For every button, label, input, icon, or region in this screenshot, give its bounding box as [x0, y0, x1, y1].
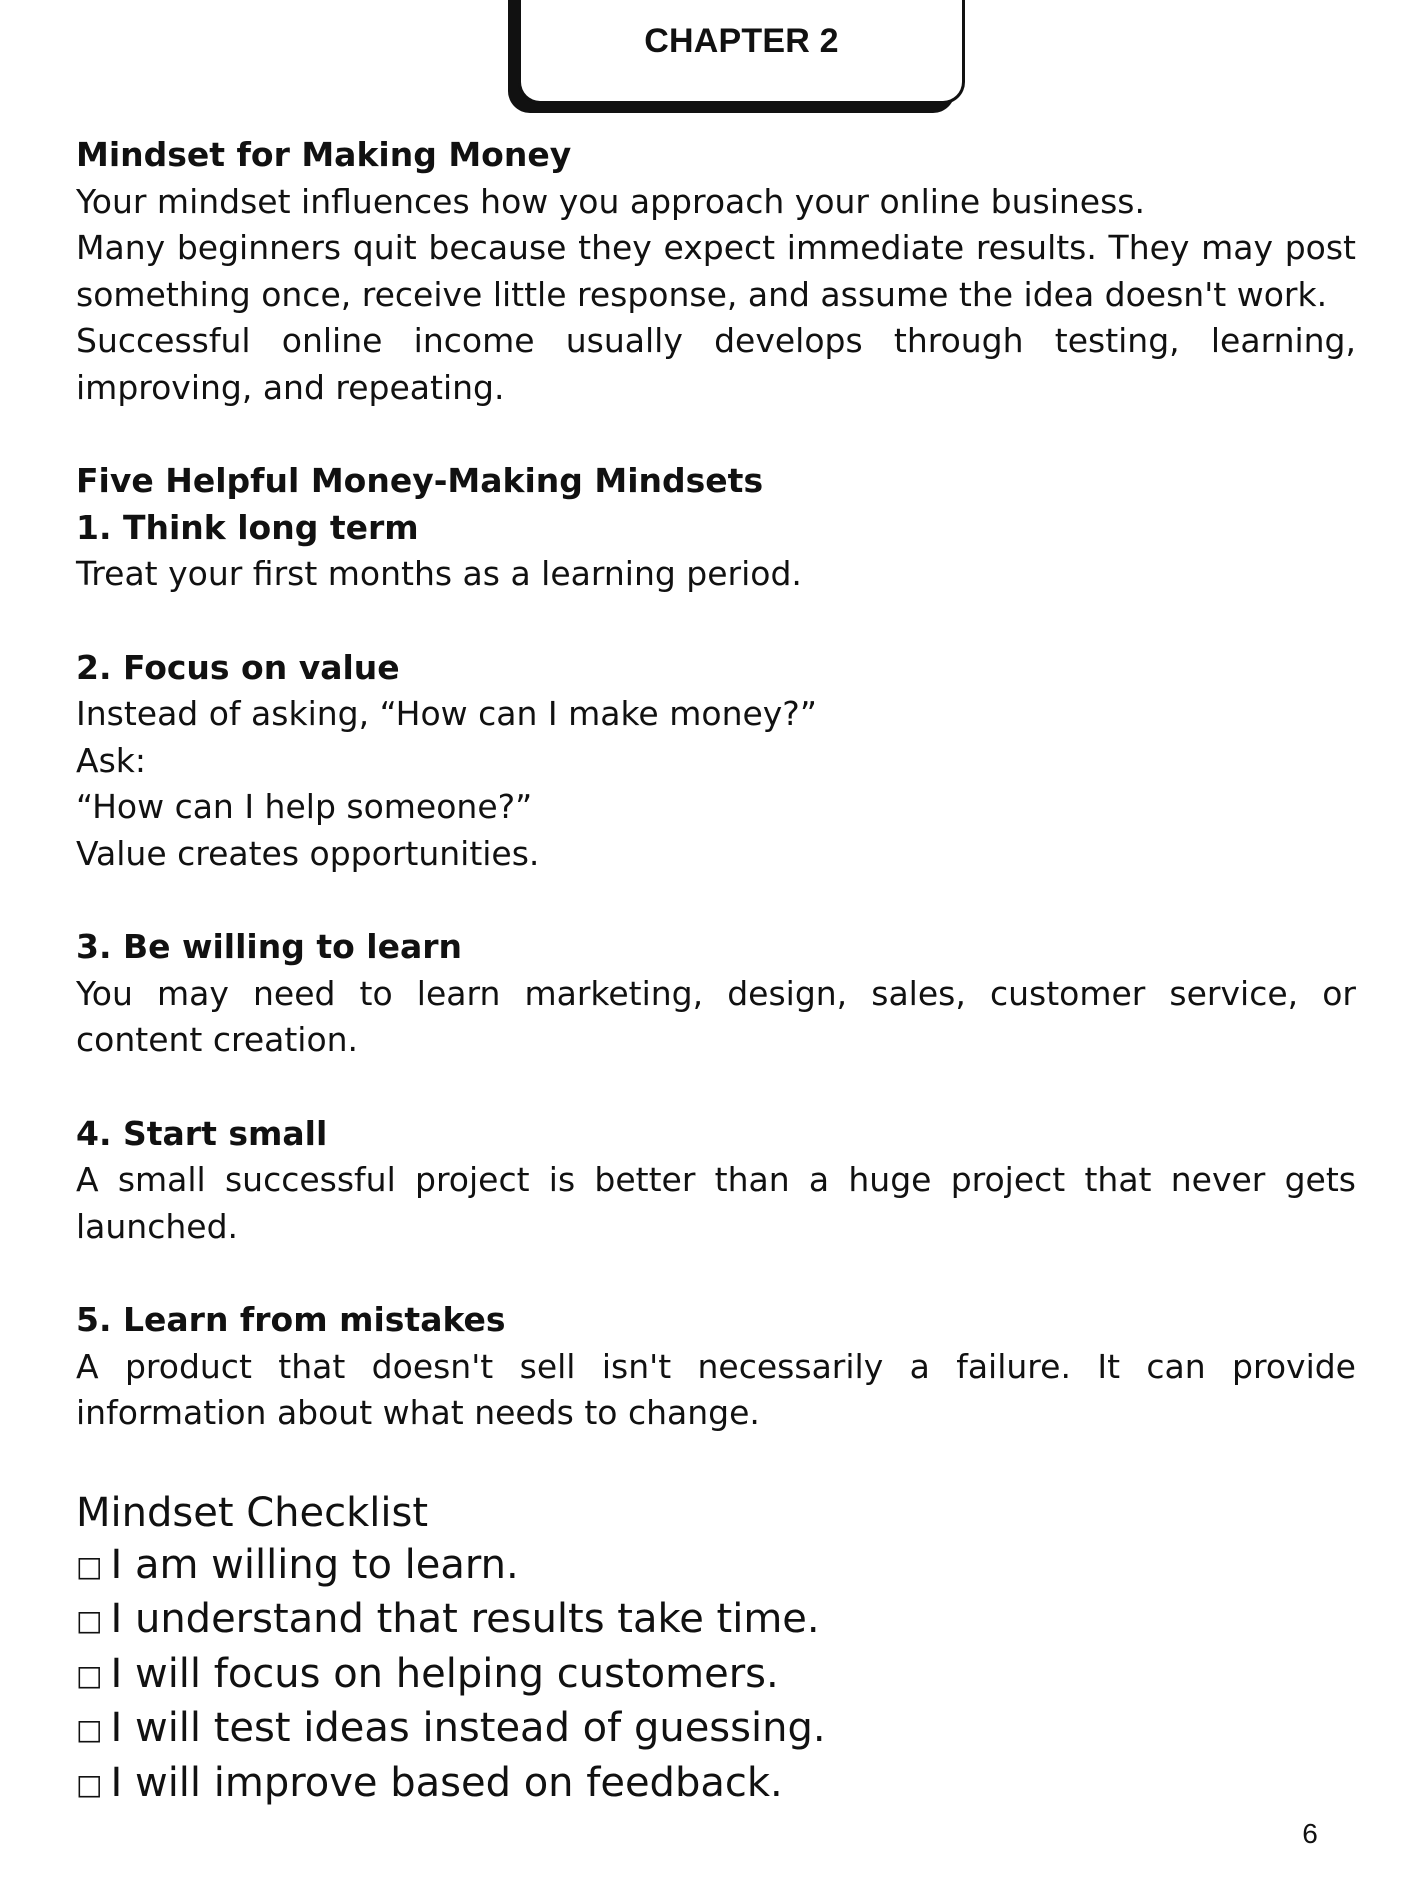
- checklist-item: [76, 1539, 1356, 1594]
- spacer: [76, 1064, 1356, 1111]
- chapter-title: CHAPTER 2: [644, 22, 839, 60]
- spacer: [76, 598, 1356, 645]
- paragraph-1: Many beginners quit because they expect immediate results. They may post something once, receive little response, and assume the idea doesn't work.: [76, 228, 1356, 314]
- checklist-item-label: I will focus on helping customers.: [110, 1650, 779, 1697]
- checklist-item: [76, 1702, 1356, 1757]
- checklist-item-label: I am willing to learn.: [110, 1541, 519, 1588]
- mindset-2-line-3: “How can I help someone?”: [76, 787, 533, 826]
- mindset-4-text: A small successful project is better than a huge project that never gets launched.: [76, 1160, 1356, 1246]
- mindset-5-text: A product that doesn't sell isn't necessarily a failure. It can provide information about what needs to change.: [76, 1346, 1356, 1432]
- checklist-title: Mindset Checklist: [76, 1489, 429, 1536]
- mindset-3-heading: 3. Be willing to learn: [76, 927, 463, 966]
- chapter-tab: [518, 0, 965, 104]
- section-title: Mindset for Making Money: [76, 135, 572, 174]
- checklist-item-label: I will improve based on feedback.: [110, 1759, 783, 1806]
- checkbox-icon: □: [76, 1713, 103, 1746]
- mindset-1-text: Treat your first months as a learning period.: [76, 554, 802, 593]
- mindsets-title: Five Helpful Money-Making Mindsets: [76, 461, 764, 500]
- mindset-5-heading: 5. Learn from mistakes: [76, 1300, 506, 1339]
- spacer: [76, 411, 1356, 458]
- mindset-3-text: You may need to learn marketing, design, sales, customer service, or content creation.: [76, 973, 1356, 1059]
- checkbox-icon: □: [76, 1549, 103, 1583]
- mindset-4-heading: 4. Start small: [76, 1113, 328, 1153]
- spacer: [76, 877, 1356, 924]
- checklist-item: [76, 1757, 1356, 1812]
- checkbox-icon: □: [76, 1767, 103, 1801]
- checklist-item: [76, 1593, 1356, 1648]
- checkbox-icon: □: [76, 1604, 103, 1637]
- page-number: 6: [1302, 1818, 1318, 1849]
- checklist-item-label: I will test ideas instead of guessing.: [110, 1705, 826, 1751]
- mindset-checklist: [76, 1487, 1356, 1812]
- mindset-1-heading: 1. Think long term: [76, 507, 419, 547]
- mindset-2-heading: 2. Focus on value: [76, 647, 400, 687]
- mindset-2-line-4: Value creates opportunities.: [76, 833, 540, 873]
- checklist-item: [76, 1648, 1356, 1703]
- checkbox-icon: □: [76, 1658, 103, 1692]
- paragraph-2: Successful online income usually develops through testing, learning, improving, and repeating.: [76, 321, 1356, 407]
- intro-line: Your mindset influences how you approach your online business.: [76, 181, 1145, 221]
- mindset-2-line-2: Ask:: [76, 740, 146, 780]
- mindset-2-line-1: Instead of asking, “How can I make money?”: [76, 694, 817, 733]
- spacer: [76, 1250, 1356, 1297]
- page-content: [76, 132, 1356, 1811]
- checklist-item-label: I understand that results take time.: [110, 1596, 820, 1642]
